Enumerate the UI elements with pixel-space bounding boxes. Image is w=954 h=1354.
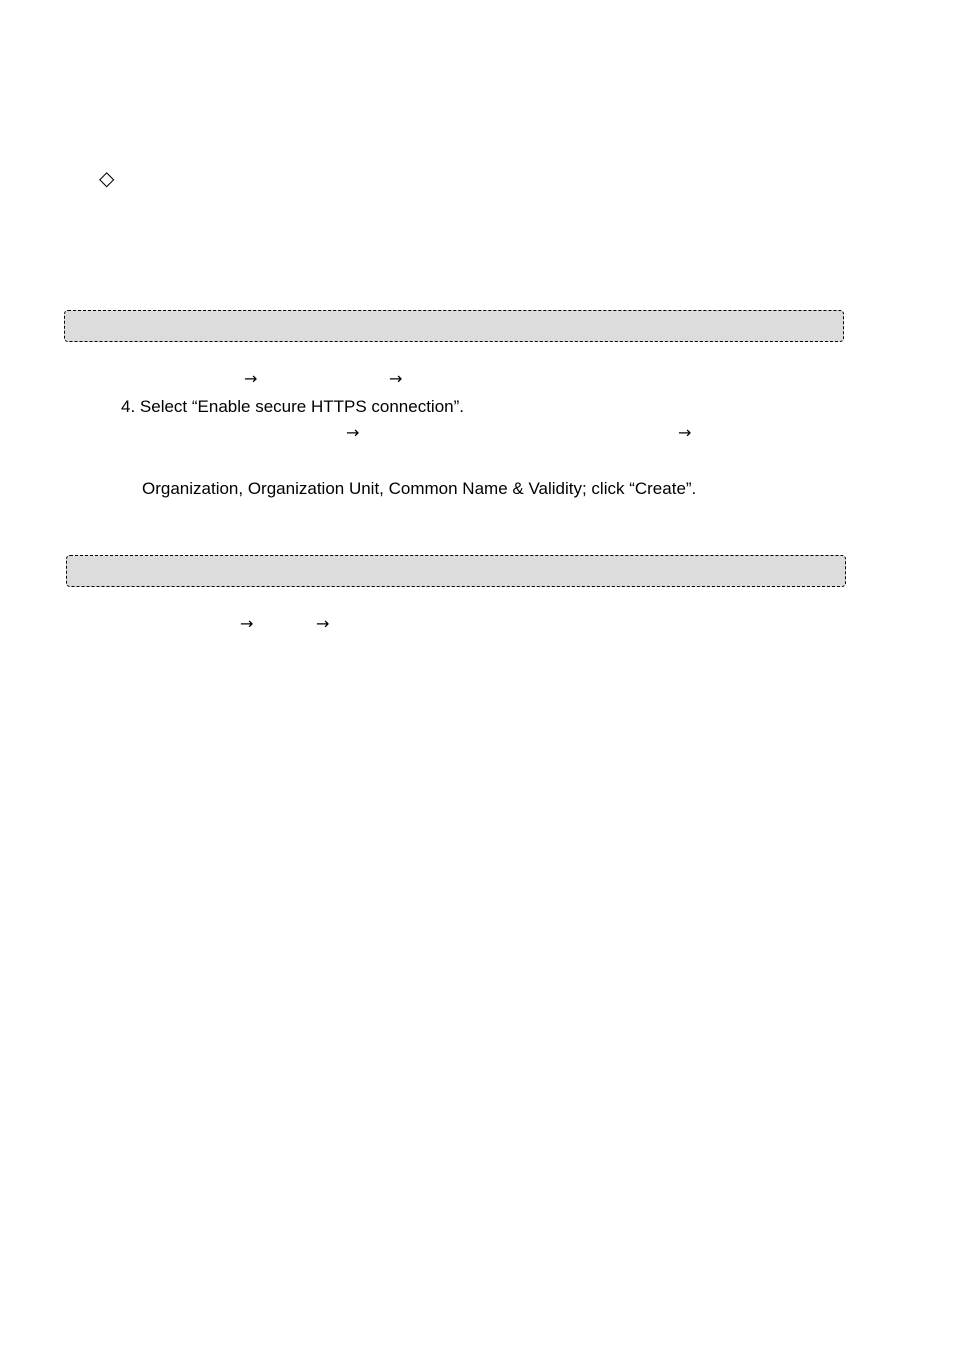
section-banner-2 <box>66 555 846 587</box>
arrow-icon: → <box>244 369 258 388</box>
section-banner-1 <box>64 310 844 342</box>
arrow-icon: → <box>389 369 403 388</box>
arrow-icon: → <box>678 423 692 442</box>
arrow-icon: → <box>240 614 254 633</box>
certificate-fields-text: Organization, Organization Unit, Common Name & Validity; click “Create”. <box>142 479 697 498</box>
diamond-bullet-icon: ◇ <box>99 166 115 190</box>
arrow-icon: → <box>346 423 360 442</box>
step-4-text: 4. Select “Enable secure HTTPS connection”. <box>121 397 464 416</box>
arrow-icon: → <box>316 614 330 633</box>
